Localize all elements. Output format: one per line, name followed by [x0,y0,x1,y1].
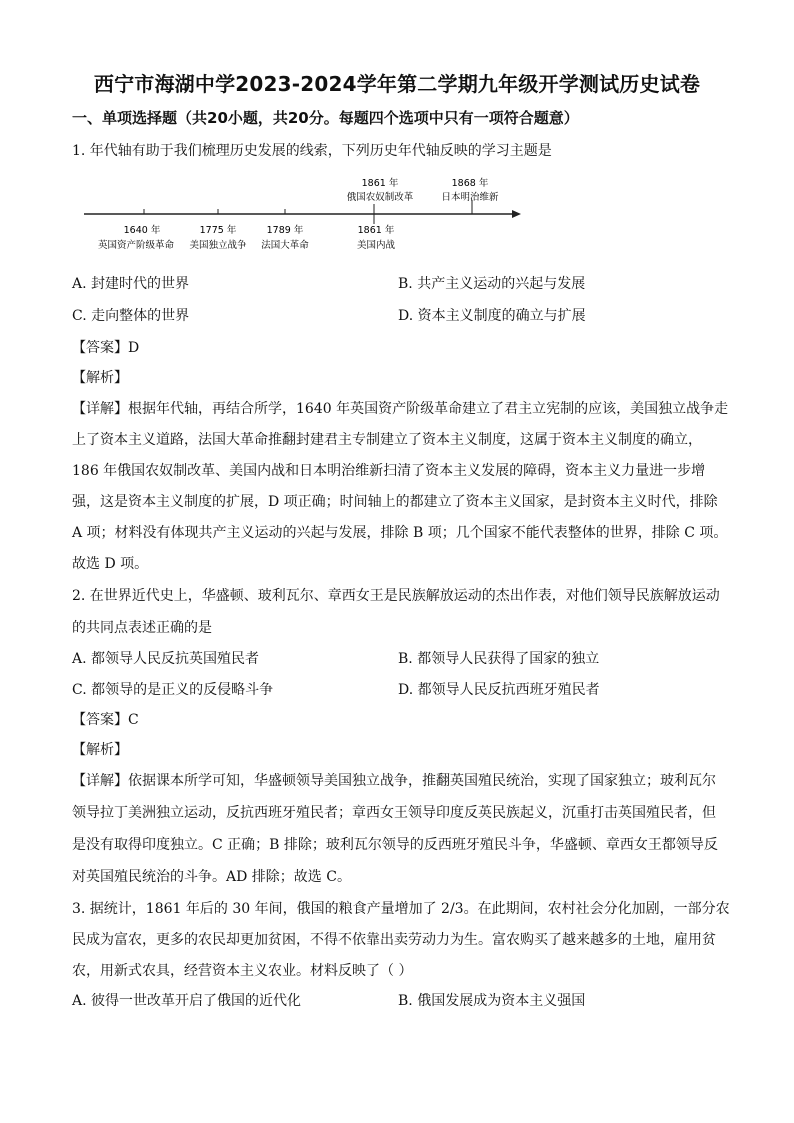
q3-option-b: B. 俄国发展成为资本主义强国 [398,993,586,1009]
page-title: 西宁市海湖中学2023-2024学年第二学期九年级开学测试历史试卷 [93,72,701,96]
tl-below-event-1861: 美国内战 [356,240,396,251]
tl-below-year-1789: 1789 年 [266,225,304,236]
tl-below-event-1775: 美国独立战争 [189,240,247,251]
section-heading: 一、单项选择题（共20小题，共20分。每题四个选项中只有一项符合题意） [72,109,579,127]
q3-stem-line: 民成为富农，更多的农民却更加贫困，不得不依靠出卖劳动力为生。富农购买了越来越多的土地，雇用贫 [72,932,716,948]
q1-option-d: D. 资本主义制度的确立与扩展 [398,308,586,324]
tl-above-year-1861: 1861 年 [361,178,399,189]
q2-answer: 【答案】C [72,712,139,728]
q1-option-b: B. 共产主义运动的兴起与发展 [398,276,586,292]
tl-below-event-1640: 英国资产阶级革命 [97,240,175,251]
tl-above-event-1861: 俄国农奴制改革 [346,192,414,203]
q1-detail-line: 强，这是资本主义制度的扩展，D 项正确；时间轴上的都建立了资本主义国家，是封资本主义时代，排除 [72,494,718,510]
timeline-svg [72,170,542,260]
timeline-diagram [72,170,542,260]
tl-above-year-1868: 1868 年 [451,178,489,189]
q1-detail-line: 186 年俄国农奴制改革、美国内战和日本明治维新扫清了资本主义发展的障碍，资本主义力量进一步增 [72,463,706,479]
q1-stem: 1. 年代轴有助于我们梳理历史发展的线索，下列历史年代轴反映的学习主题是 [72,143,552,159]
tl-below-year-1775: 1775 年 [199,225,237,236]
q1-detail-line: A 项；材料没有体现共产主义运动的兴起与发展，排除 B 项；几个国家不能代表整体的世界，排除 C 项。 [72,525,728,541]
q1-detail-line: 【详解】根据年代轴，再结合所学，1640 年英国资产阶级革命建立了君主立宪制的应该，美国独立战争走 [72,401,729,417]
q3-option-a: A. 彼得一世改革开启了俄国的近代化 [72,993,302,1009]
tl-above-event-1868: 日本明治维新 [441,192,499,203]
q2-analysis-label: 【解析】 [72,742,128,758]
q1-detail-line: 上了资本主义道路，法国大革命推翻封建君主专制建立了资本主义制度，这属于资本主义制度的确立， [72,432,702,448]
q2-option-d: D. 都领导人民反抗西班牙殖民者 [398,682,600,698]
q2-detail-line: 【详解】依据课本所学可知，华盛顿领导美国独立战争，推翻英国殖民统治，实现了国家独立；玻利瓦尔 [72,773,716,789]
q1-detail-line: 故选 D 项。 [72,556,149,572]
q1-option-c: C. 走向整体的世界 [72,308,190,324]
q2-stem-line: 的共同点表述正确的是 [72,620,212,636]
q1-analysis-label: 【解析】 [72,370,128,386]
timeline-arrow [512,210,521,218]
q2-stem-line: 2. 在世界近代史上，华盛顿、玻利瓦尔、章西女王是民族解放运动的杰出作表，对他们领导民族解放运动 [72,588,720,604]
q2-detail-line: 对英国殖民统治的斗争。AD 排除；故选 C。 [72,869,351,885]
tl-below-year-1861: 1861 年 [357,225,395,236]
q1-answer: 【答案】D [72,340,140,356]
q2-detail-line: 领导拉丁美洲独立运动，反抗西班牙殖民者；章西女王领导印度反英民族起义，沉重打击英国殖民者，但 [72,805,716,821]
q2-option-b: B. 都领导人民获得了国家的独立 [398,651,600,667]
q3-stem-line: 3. 据统计，1861 年后的 30 年间，俄国的粮食产量增加了 2/3。在此期间，农村社会分化加剧，一部分农 [72,901,730,917]
q2-option-a: A. 都领导人民反抗英国殖民者 [72,651,260,667]
tl-below-year-1640: 1640 年 [123,225,161,236]
tl-below-event-1789: 法国大革命 [261,240,309,251]
q3-stem-line: 农，用新式农具，经营资本主义农业。材料反映了（ ） [72,963,413,979]
q2-option-c: C. 都领导的是正义的反侵略斗争 [72,682,274,698]
q2-detail-line: 是没有取得印度独立。C 正确；B 排除；玻利瓦尔领导的反西班牙殖民斗争，华盛顿、章西女王都领导反 [72,837,718,853]
q1-option-a: A. 封建时代的世界 [72,276,190,292]
